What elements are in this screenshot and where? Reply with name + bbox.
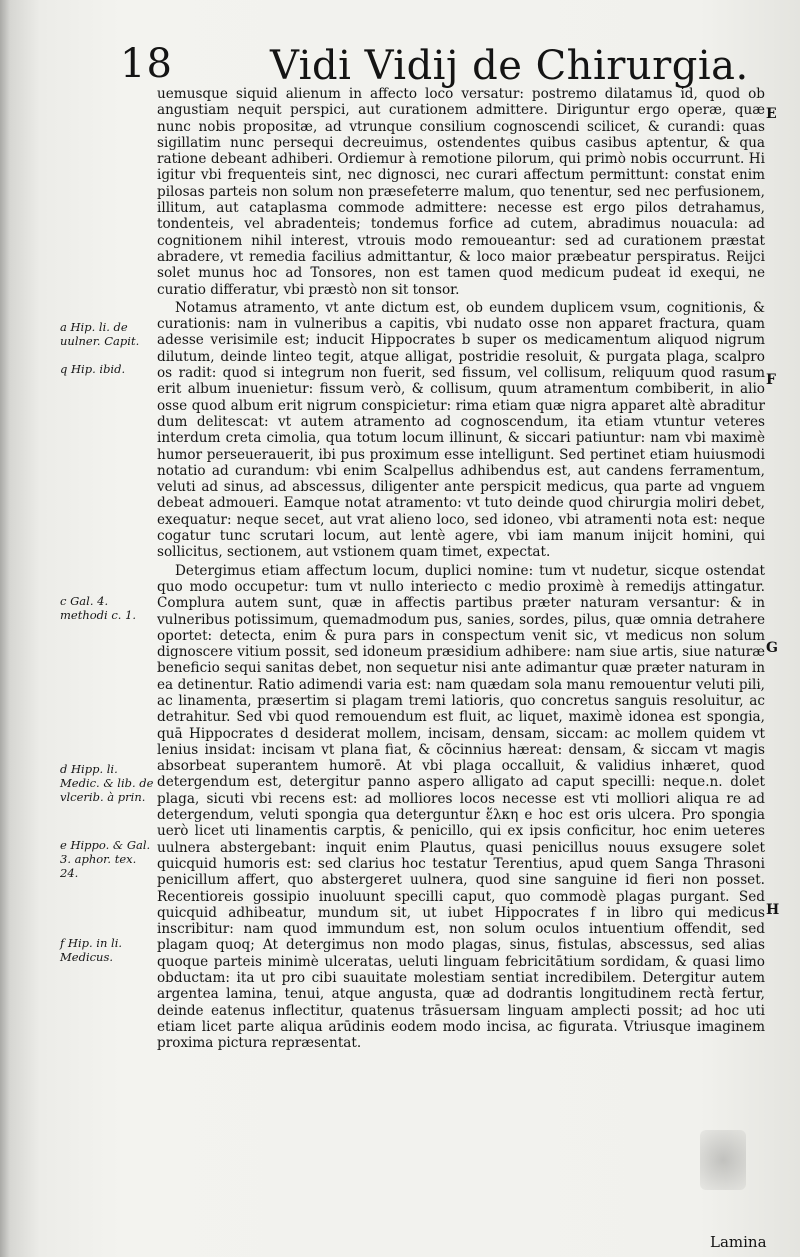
margin-note: f Hip. in li. Medicus. <box>60 936 123 964</box>
margin-notes <box>0 0 154 1257</box>
margin-note: c Gal. 4. methodi c. 1. <box>60 594 137 622</box>
page-header <box>120 40 780 90</box>
margin-letter: F <box>766 372 776 388</box>
margin-letter: H <box>766 902 780 918</box>
text-body <box>157 86 765 1052</box>
paragraph: Notamus atramento, vt ante dictum est, ob eundem duplicem vsum, cognitionis, & curationis: nam in vulneribus a capitis, vbi nudato osse non apparet fractura, quam adesse verisimile est; inducit Hippocrates b super os medicamentum aliquod nigrum dilutum, deinde linteo tegit, atque alligat, postridie resoluit, & purgata plaga, scalpro os radit: quod si integrum non fuerit, sed fissum, vel collisum, reliquum quod rasum erit album inuenietur: fissum verò, & collisum, quum atramentum combiberit, in alio osse quod album erit nigrum conspicietur: rima etiam quæ nigra apparet altè abraditur dum delitescat: vt autem atramento ad cognoscendum, ita etiam vtuntur veteres interdum creta cimolia, qua totum locum illinunt, & siccari patiuntur: nam vbi maximè humor perseuerauerit, ibi pus proximum esse intelligunt. Sed pertinet etiam huiusmodi notatio ad curandum: vbi enim Scalpellus adhibendus est, aut candens ferramentum, veluti ad sinus, ad abscessus, diligenter ante perspicit medicus, qua parte ad vnguem debeat admoueri. Eamque notat atramento: vt tuto deinde quod chirurgia moliri debet, exequatur: neque secet, aut vrat alieno loco, sed idoneo, vbi atramenti nota est: neque cogatur tunc scrutari locum, aut lentè agere, vbi iam manum inijcit homini, qui sollicitus, sectionem, aut vstionem quam timet, expectat. <box>157 299 765 561</box>
catchword: Lamina <box>710 1233 767 1251</box>
margin-note: e Hippo. & Gal. 3. aphor. tex. 24. <box>60 838 151 880</box>
page-number: 18 <box>120 41 173 87</box>
margin-note: a Hip. li. de uulner. Capit. <box>60 320 140 348</box>
margin-letter: G <box>766 640 778 656</box>
paragraph: uemusque siquid alienum in affecto loco versatur: postremo dilatamus id, quod ob angustiam nequit perspici, aut curationem admittere. Diriguntur ergo operæ, quæ nunc nobis propositæ, ad vtrunque consilium cognoscendi scilicet, & curandi: quas sigillatim nunc persequi decreuimus, ostendentes quibus casibus aptentur, & qua ratione debeant adhiberi. Ordiemur à remotione pilorum, qui primò nobis occurrunt. Hi igitur vbi frequenteis sint, nec dignosci, nec curari affectum permittunt: constat enim pilosas parteis non solum non præsefeterre malum, quo tenentur, sed nec perfusionem, illitum, aut cataplasma commode admittere: necesse est ergo pilos detrahamus, tondenteis, vel abradenteis; tondemus forfice ad cutem, abradimus nouacula: ad cognitionem nihil interest, vtrouis modo remoueantur: sed ad curationem præstat abradere, vt remedia facilius admittantur, & loco maior præbeatur perspiratus. Reijci solet munus hoc ad Tonsores, non est tamen quod medicum pudeat id exequi, ne curatio differatur, vbi præstò non sit tonsor. <box>157 86 765 298</box>
margin-note: q Hip. ibid. <box>60 362 126 376</box>
margin-letter: E <box>766 106 777 122</box>
running-title: Vidi Vidij de Chirurgia. <box>270 43 749 89</box>
printers-ornament <box>700 1130 746 1190</box>
paragraph: Detergimus etiam affectum locum, duplici nomine: tum vt nudetur, sicque ostendat quo modo occupetur: tum vt nullo interiecto c medio proximè à remedijs attingatur. Complura autem sunt, quæ in affectis partibus præter naturam versantur: & in vulneribus potissimum, quemadmodum pus, sanies, sordes, pilus, quæ omnia detrahere oportet: detecta, enim & pura pars in conspectum venit sic, vt medicus non solum dignoscere vitium possit, sed idoneum præsidium adhibere: nam siue artis, siue naturæ beneficio sequi sanitas debet, non sequetur nisi ante adimantur quæ præter naturam in ea detinentur. Ratio adimendi varia est: nam quædam sola manu remouentur veluti pili, ac linamenta, præsertim si plagam tremi latioris, quo concretus sanguis resoluitur, ac detrahitur. Sed vbi quod remouendum est fluit, ac liquet, maximè idonea est spongia, quā Hippocrates d desiderat mollem, incisam, densam, siccam: ac mollem quidem vt lenius insidat: incisam vt plana fiat, & cõcinnius hæreat: densam, & siccam vt magis absorbeat superantem humorē. At vbi plaga occalluit, & validius inhæret, quod detergendum est, detergitur panno aspero alligato ad caput specilli: neque.n. dolet plaga, sicuti vbi recens est: ad molliores locos necesse est vti molliori aliqua re ad detergendum, veluti spongia qua deterguntur ἕλκη e hoc est oris ulcera. Pro spongia uerò licet uti linamentis carptis, & penicillo, qui ex ipsis conficitur, hoc enim ueteres uulnera abstergebant: inquit enim Plautus, quasi penicillus nouus exsugere solet quicquid humoris est: sed clarius hoc testatur Terentius, apud quem Sanga Thrasoni penicillum affert, quo abstergeret uulnera, quod sine sanguine id fieri non posset. Recentioreis gossipio inuoluunt specilli caput, quo commodè plagas purgant. Sed quicquid adhibeatur, mundum sit, ut iubet Hippocrates f in libro qui medicus inscribitur: nam quod immundum est, non solum oculos intuentium offendit, sed plagam quoq; At detergimus non modo plagas, sinus, fistulas, abscessus, sed alias quoque parteis minimè ulceratas, ueluti linguam febricitātium sordidam, & quasi limo obductam: ita ut pro cibi suauitate molestiam sentiat incredibilem. Detergitur autem argentea lamina, tenui, atque angusta, quæ ad dodrantis longitudinem rectà fertur, deinde eatenus inflectitur, quatenus trāsuersam linguam amplecti possit; ad hoc uti etiam licet parte aliqua arūdinis eodem modo incisa, ac figurata. Vtriusque imaginem proxima pictura repræsentat. <box>157 562 765 1052</box>
margin-note: d Hipp. li. Medic. & lib. de vlcerib. à prin. <box>60 762 154 804</box>
